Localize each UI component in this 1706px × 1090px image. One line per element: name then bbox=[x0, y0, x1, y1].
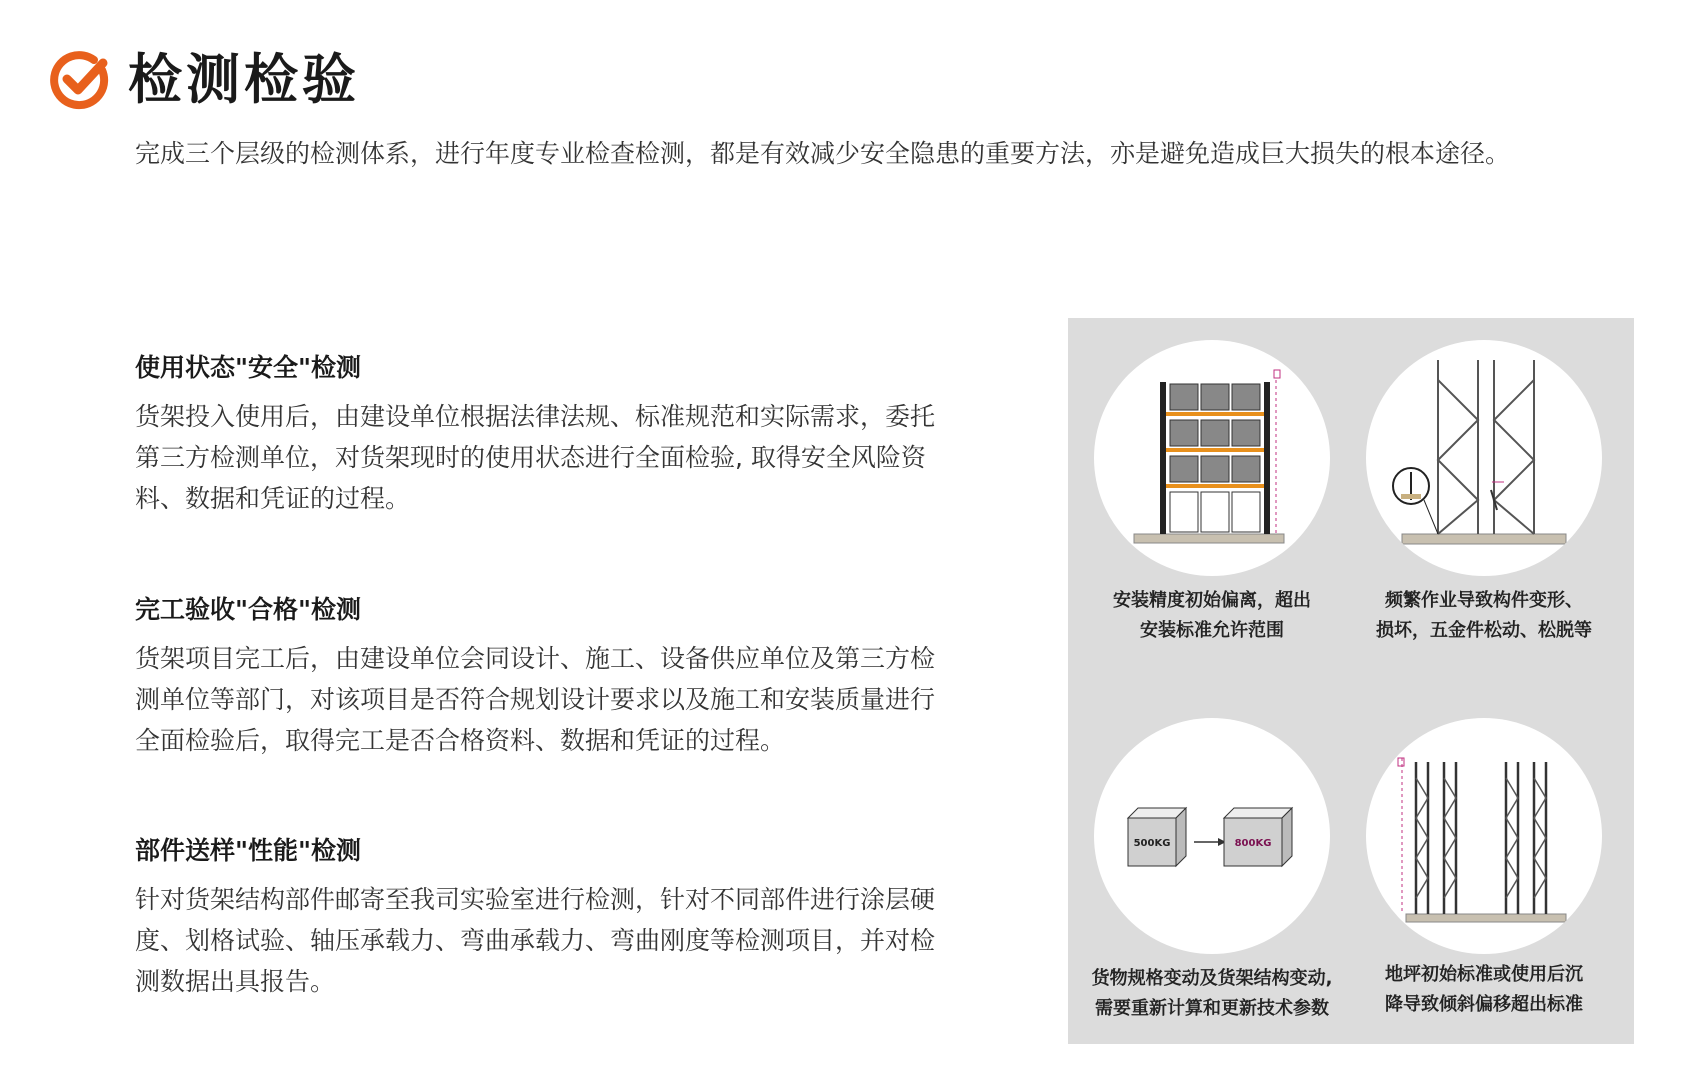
caption-installation-deviation bbox=[1072, 586, 1352, 646]
page-title: 检测检验 bbox=[128, 48, 360, 111]
floor-settlement-circle bbox=[1366, 718, 1602, 954]
loaded-rack-icon bbox=[1094, 340, 1330, 576]
section-acceptance-inspection bbox=[135, 590, 1005, 761]
caption-line: 降导致倾斜偏移超出标准 bbox=[1385, 994, 1583, 1015]
cargo-box-after-label: 800KG bbox=[1234, 838, 1272, 849]
section-title: 使用状态"安全"检测 bbox=[135, 353, 362, 382]
cargo-box-before-label: 500KG bbox=[1133, 838, 1171, 849]
section-title: 完工验收"合格"检测 bbox=[135, 595, 362, 624]
cargo-weight-change-icon bbox=[1094, 718, 1330, 954]
rack-frame-deformation-icon bbox=[1366, 340, 1602, 576]
section-body bbox=[135, 638, 1005, 761]
frame-deformation-circle bbox=[1366, 340, 1602, 576]
body-line: 货架项目完工后，由建设单位会同设计、施工、设备供应单位及第三方检 bbox=[135, 644, 936, 673]
section-body bbox=[135, 396, 1005, 519]
caption-floor-settlement bbox=[1344, 960, 1624, 1020]
illustration-panel bbox=[1068, 318, 1634, 1044]
body-line: 测单位等部门，对该项目是否符合规划设计要求以及施工和安装质量进行 bbox=[135, 685, 936, 714]
caption-line: 需要重新计算和更新技术参数 bbox=[1095, 998, 1329, 1019]
caption-spec-change bbox=[1072, 964, 1352, 1024]
section-safety-inspection bbox=[135, 348, 1005, 519]
page-header bbox=[50, 50, 360, 110]
intro-text: 完成三个层级的检测体系，进行年度专业检查检测，都是有效减少安全隐患的重要方法，亦是避免造成巨大损失的根本途径。 bbox=[135, 139, 1511, 168]
caption-line: 损坏，五金件松动、松脱等 bbox=[1376, 620, 1592, 641]
caption-line: 频繁作业导致构件变形、 bbox=[1385, 590, 1583, 611]
section-body bbox=[135, 879, 1005, 1002]
floor-settlement-icon bbox=[1366, 718, 1602, 954]
body-line: 度、划格试验、轴压承载力、弯曲承载力、弯曲刚度等检测项目，并对检 bbox=[135, 926, 936, 955]
section-performance-inspection bbox=[135, 831, 1005, 1002]
loaded-rack-circle bbox=[1094, 340, 1330, 576]
caption-line: 安装标准允许范围 bbox=[1140, 620, 1284, 641]
caption-line: 货物规格变动及货架结构变动, bbox=[1091, 968, 1333, 989]
body-line: 料、数据和凭证的过程。 bbox=[135, 484, 411, 513]
cargo-weight-circle bbox=[1094, 718, 1330, 954]
body-line: 测数据出具报告。 bbox=[135, 967, 336, 996]
body-line: 货架投入使用后，由建设单位根据法律法规、标准规范和实际需求，委托 bbox=[135, 402, 936, 431]
body-line: 全面检验后，取得完工是否合格资料、数据和凭证的过程。 bbox=[135, 726, 786, 755]
caption-line: 地坪初始标准或使用后沉 bbox=[1385, 964, 1583, 985]
body-line: 第三方检测单位，对货架现时的使用状态进行全面检验, 取得安全风险资 bbox=[135, 443, 926, 472]
check-circle-icon bbox=[50, 50, 110, 110]
section-title: 部件送样"性能"检测 bbox=[135, 836, 362, 865]
caption-component-deformation bbox=[1344, 586, 1624, 646]
body-line: 针对货架结构部件邮寄至我司实验室进行检测，针对不同部件进行涂层硬 bbox=[135, 885, 936, 914]
caption-line: 安装精度初始偏离，超出 bbox=[1113, 590, 1311, 611]
